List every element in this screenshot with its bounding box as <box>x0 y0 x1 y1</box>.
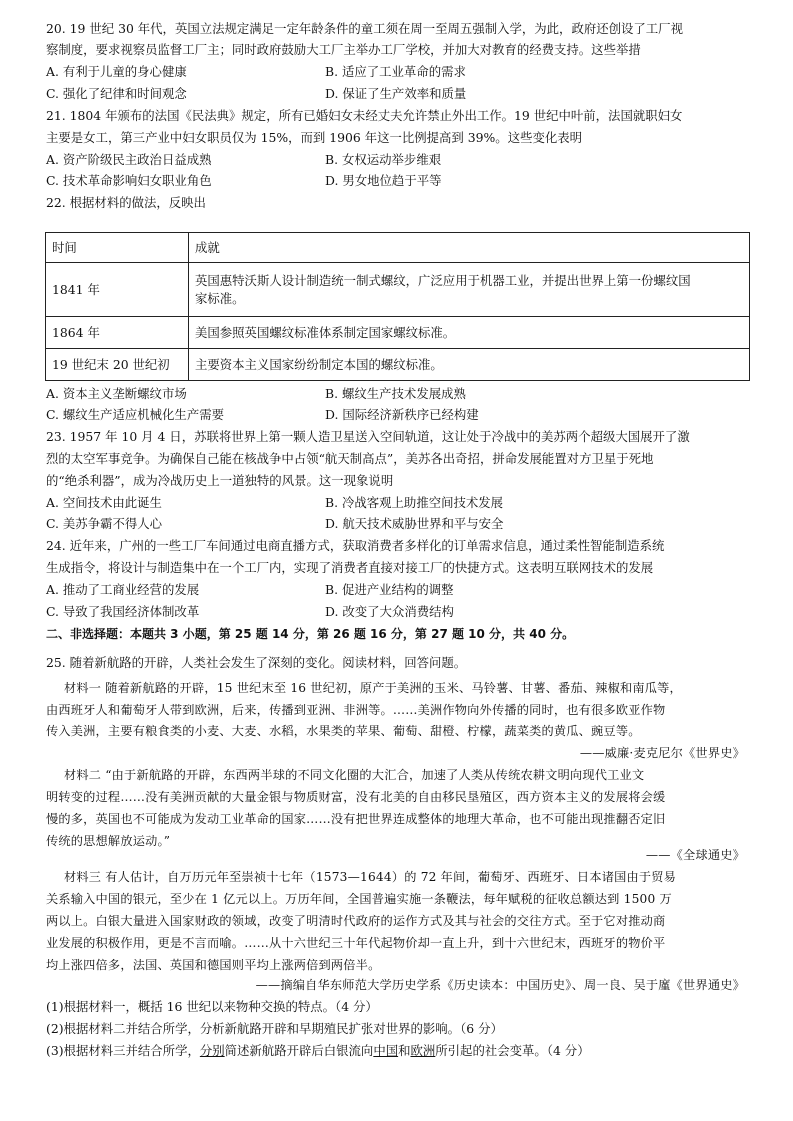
table-cell-achievement <box>189 263 750 317</box>
q20-option-b[interactable]: B. 适应了工业革命的需求 <box>325 64 466 79</box>
table-header-time: 时间 <box>46 233 189 263</box>
q24-option-a[interactable]: A. 推动了工商业经营的发展 <box>46 582 200 597</box>
q24-option-d[interactable]: D. 改变了大众消费结构 <box>325 604 454 619</box>
sub3-text-post: 所引起的社会变革。（4 分） <box>435 1043 590 1058</box>
q21-options-row1 <box>46 151 746 169</box>
table-cell-text-line1: 英国惠特沃斯人设计制造统一制式螺纹，广泛应用于机器工业，并提出世界上第一份螺纹国 <box>195 272 691 288</box>
material1-source: ——威廉·麦克尼尔《世界史》 <box>579 746 745 760</box>
sub3-text-mid1: 简述新航路开辟后白银流向 <box>224 1043 374 1058</box>
q21-option-a[interactable]: A. 资产阶级民主政治日益成熟 <box>46 152 212 167</box>
q23-stem-line3: 的“绝杀利器”，成为冷战历史上一道独特的风景。这一现象说明 <box>46 473 394 488</box>
q22-option-a[interactable]: A. 资本主义垄断螺纹市场 <box>46 386 187 401</box>
sub3-underlined-china: 中国 <box>373 1043 399 1058</box>
q24-options-row2 <box>46 603 746 621</box>
q23-options-row1 <box>46 494 746 512</box>
q22-option-d[interactable]: D. 国际经济新秩序已经构建 <box>325 407 479 422</box>
q23-option-a[interactable]: A. 空间技术由此诞生 <box>46 495 162 510</box>
q22-table <box>45 232 750 381</box>
q20-option-d[interactable]: D. 保证了生产效率和质量 <box>325 86 467 101</box>
q21-stem-line1: 21. 1804 年颁布的法国《民法典》规定，所有已婚妇女未经丈夫允许禁止外出工作。19 世纪中叶前，法国就职妇女 <box>46 108 683 123</box>
material3-line5: 均上涨四倍多，法国、英国和德国则平均上涨两倍到两倍半。 <box>46 958 381 972</box>
q21-options-row2 <box>46 172 746 190</box>
material3-line3: 两以上。白银大量进入国家财政的领域，改变了明清时代政府的运作方式及其与社会的交往方式。至于它对推动商 <box>46 914 666 928</box>
material2-line4: 传统的思想解放运动。” <box>46 834 171 848</box>
table-cell-time: 19 世纪末 20 世纪初 <box>46 349 189 381</box>
material2-source: ——《全球通史》 <box>645 848 745 862</box>
q24-stem-line2: 生成指令，将设计与制造集中在一个工厂内，实现了消费者直接对接工厂的快捷方式。这表明互联网技术的发展 <box>46 560 654 575</box>
table-row <box>46 263 750 317</box>
table-row <box>46 317 750 349</box>
q23-stem-line1: 23. 1957 年 10 月 4 日，苏联将世界上第一颗人造卫星送入空间轨道，这让处于冷战中的美苏两个超级大国展开了激 <box>46 429 690 444</box>
table-cell-time: 1864 年 <box>46 317 189 349</box>
q22-stem: 22. 根据材料的做法，反映出 <box>46 195 206 210</box>
table-cell-achievement: 主要资本主义国家纷纷制定本国的螺纹标准。 <box>189 349 750 381</box>
q25-stem: 25. 随着新航路的开辟，人类社会发生了深刻的变化。阅读材料，回答问题。 <box>46 655 467 670</box>
q24-stem-line1: 24. 近年来，广州的一些工厂车间通过电商直播方式，获取消费者多样化的订单需求信息，通过柔性智能制造系统 <box>46 538 665 553</box>
material1-line3: 传入美洲，主要有粮食类的小麦、大麦、水稻，水果类的苹果、葡萄、甜橙、柠檬，蔬菜类的黄瓜、豌豆等。 <box>46 724 641 738</box>
table-cell-achievement: 美国参照英国螺纹标准体系制定国家螺纹标准。 <box>189 317 750 349</box>
q21-option-b[interactable]: B. 女权运动举步维艰 <box>325 152 442 167</box>
q22-options-row2 <box>46 406 746 424</box>
material3-line2: 关系输入中国的银元，至少在 1 亿元以上。万历年间，全国普遍实施一条鞭法，每年赋税的征收总额达到 1500 万 <box>46 892 672 906</box>
q25-subquestion-3 <box>46 1042 590 1060</box>
q24-options-row1 <box>46 581 746 599</box>
table-row <box>46 349 750 381</box>
table-cell-text-line2: 家标准。 <box>195 290 245 306</box>
q22-option-c[interactable]: C. 螺纹生产适应机械化生产需要 <box>46 407 224 422</box>
sub3-text-pre: (3)根据材料三并结合所学， <box>46 1043 200 1058</box>
q22-options-row1 <box>46 385 746 403</box>
material3-line1: 材料三 有人估计，自万历元年至崇祯十七年（1573—1644）的 72 年间，葡萄牙、西班牙、日本诸国由于贸易 <box>64 870 677 884</box>
material1-line2: 由西班牙人和葡萄牙人带到欧洲，后来，传播到亚洲、非洲等。……美洲作物向外传播的同时，也有很多欧亚作物 <box>46 703 666 717</box>
q22-option-b[interactable]: B. 螺纹生产技术发展成熟 <box>325 386 466 401</box>
q23-options-row2 <box>46 515 746 533</box>
material3-line4: 业发展的积极作用，更是不言而喻。……从十六世纪三十年代起物价却一直上升，到十六世纪末，西班牙的物价平 <box>46 936 666 950</box>
q23-stem-line2: 烈的太空军事竞争。为确保自己能在核战争中占领“航天制高点”，美苏各出奇招，拼命发展能置对方卫星于死地 <box>46 451 654 466</box>
material2-line2: 明转变的过程……没有美洲贡献的大量金银与物质财富，没有北美的自由移民垦殖区，西方资本主义的发展将会缓 <box>46 790 666 804</box>
q20-stem-line1: 20. 19 世纪 30 年代，英国立法规定满足一定年龄条件的童工须在周一至周五强制入学，为此，政府还创设了工厂视 <box>46 21 683 36</box>
sub3-text-mid2: 和 <box>398 1043 411 1058</box>
sub3-underlined-separately: 分别 <box>199 1043 225 1058</box>
sub3-underlined-europe: 欧洲 <box>410 1043 436 1058</box>
table-header-achievement: 成就 <box>189 233 750 263</box>
material2-line1: 材料二 “由于新航路的开辟，东西两半球的不同文化圈的大汇合，加速了人类从传统农耕文明向现代工业文 <box>64 768 645 782</box>
q20-option-a[interactable]: A. 有利于儿童的身心健康 <box>46 64 187 79</box>
q23-option-d[interactable]: D. 航天技术威胁世界和平与安全 <box>325 516 504 531</box>
material1-line1: 材料一 随着新航路的开辟，15 世纪末至 16 世纪初，原产于美洲的玉米、马铃薯、甘薯、番茄、辣椒和南瓜等， <box>64 681 682 695</box>
q23-option-c[interactable]: C. 美苏争霸不得人心 <box>46 516 163 531</box>
q23-option-b[interactable]: B. 冷战客观上助推空间技术发展 <box>325 495 504 510</box>
q20-options-row2 <box>46 85 746 103</box>
q21-option-d[interactable]: D. 男女地位趋于平等 <box>325 173 442 188</box>
table-cell-time: 1841 年 <box>46 263 189 317</box>
material3-source: ——摘编自华东师范大学历史学系《历史读本：中国历史》、周一良、吴于廑《世界通史》 <box>255 978 745 992</box>
q21-stem-line2: 主要是女工，第三产业中妇女职员仅为 15%，而到 1906 年这一比例提高到 39%。这些变化表明 <box>46 130 583 145</box>
table-header-row <box>46 233 750 263</box>
q20-stem-line2: 察制度，要求视察员监督工厂主；同时政府鼓励大工厂主举办工厂学校，并加大对教育的经费支持。这些举措 <box>46 42 641 57</box>
q20-options-row1 <box>46 63 746 81</box>
q25-subquestion-1: (1)根据材料一，概括 16 世纪以来物种交换的特点。（4 分） <box>46 999 378 1014</box>
q24-option-c[interactable]: C. 导致了我国经济体制改革 <box>46 604 200 619</box>
q21-option-c[interactable]: C. 技术革命影响妇女职业角色 <box>46 173 212 188</box>
q24-option-b[interactable]: B. 促进产业结构的调整 <box>325 582 454 597</box>
section-heading: 二、非选择题：本题共 3 小题，第 25 题 14 分，第 26 题 16 分，第 27 题 10 分，共 40 分。 <box>46 627 575 641</box>
material2-line3: 慢的多，英国也不可能成为发动工业革命的国家……没有把世界连成整体的地理大革命，也不可能出现推翻否定旧 <box>46 812 666 826</box>
q20-option-c[interactable]: C. 强化了纪律和时间观念 <box>46 86 187 101</box>
q25-subquestion-2: (2)根据材料二并结合所学，分析新航路开辟和早期殖民扩张对世界的影响。（6 分） <box>46 1021 503 1036</box>
